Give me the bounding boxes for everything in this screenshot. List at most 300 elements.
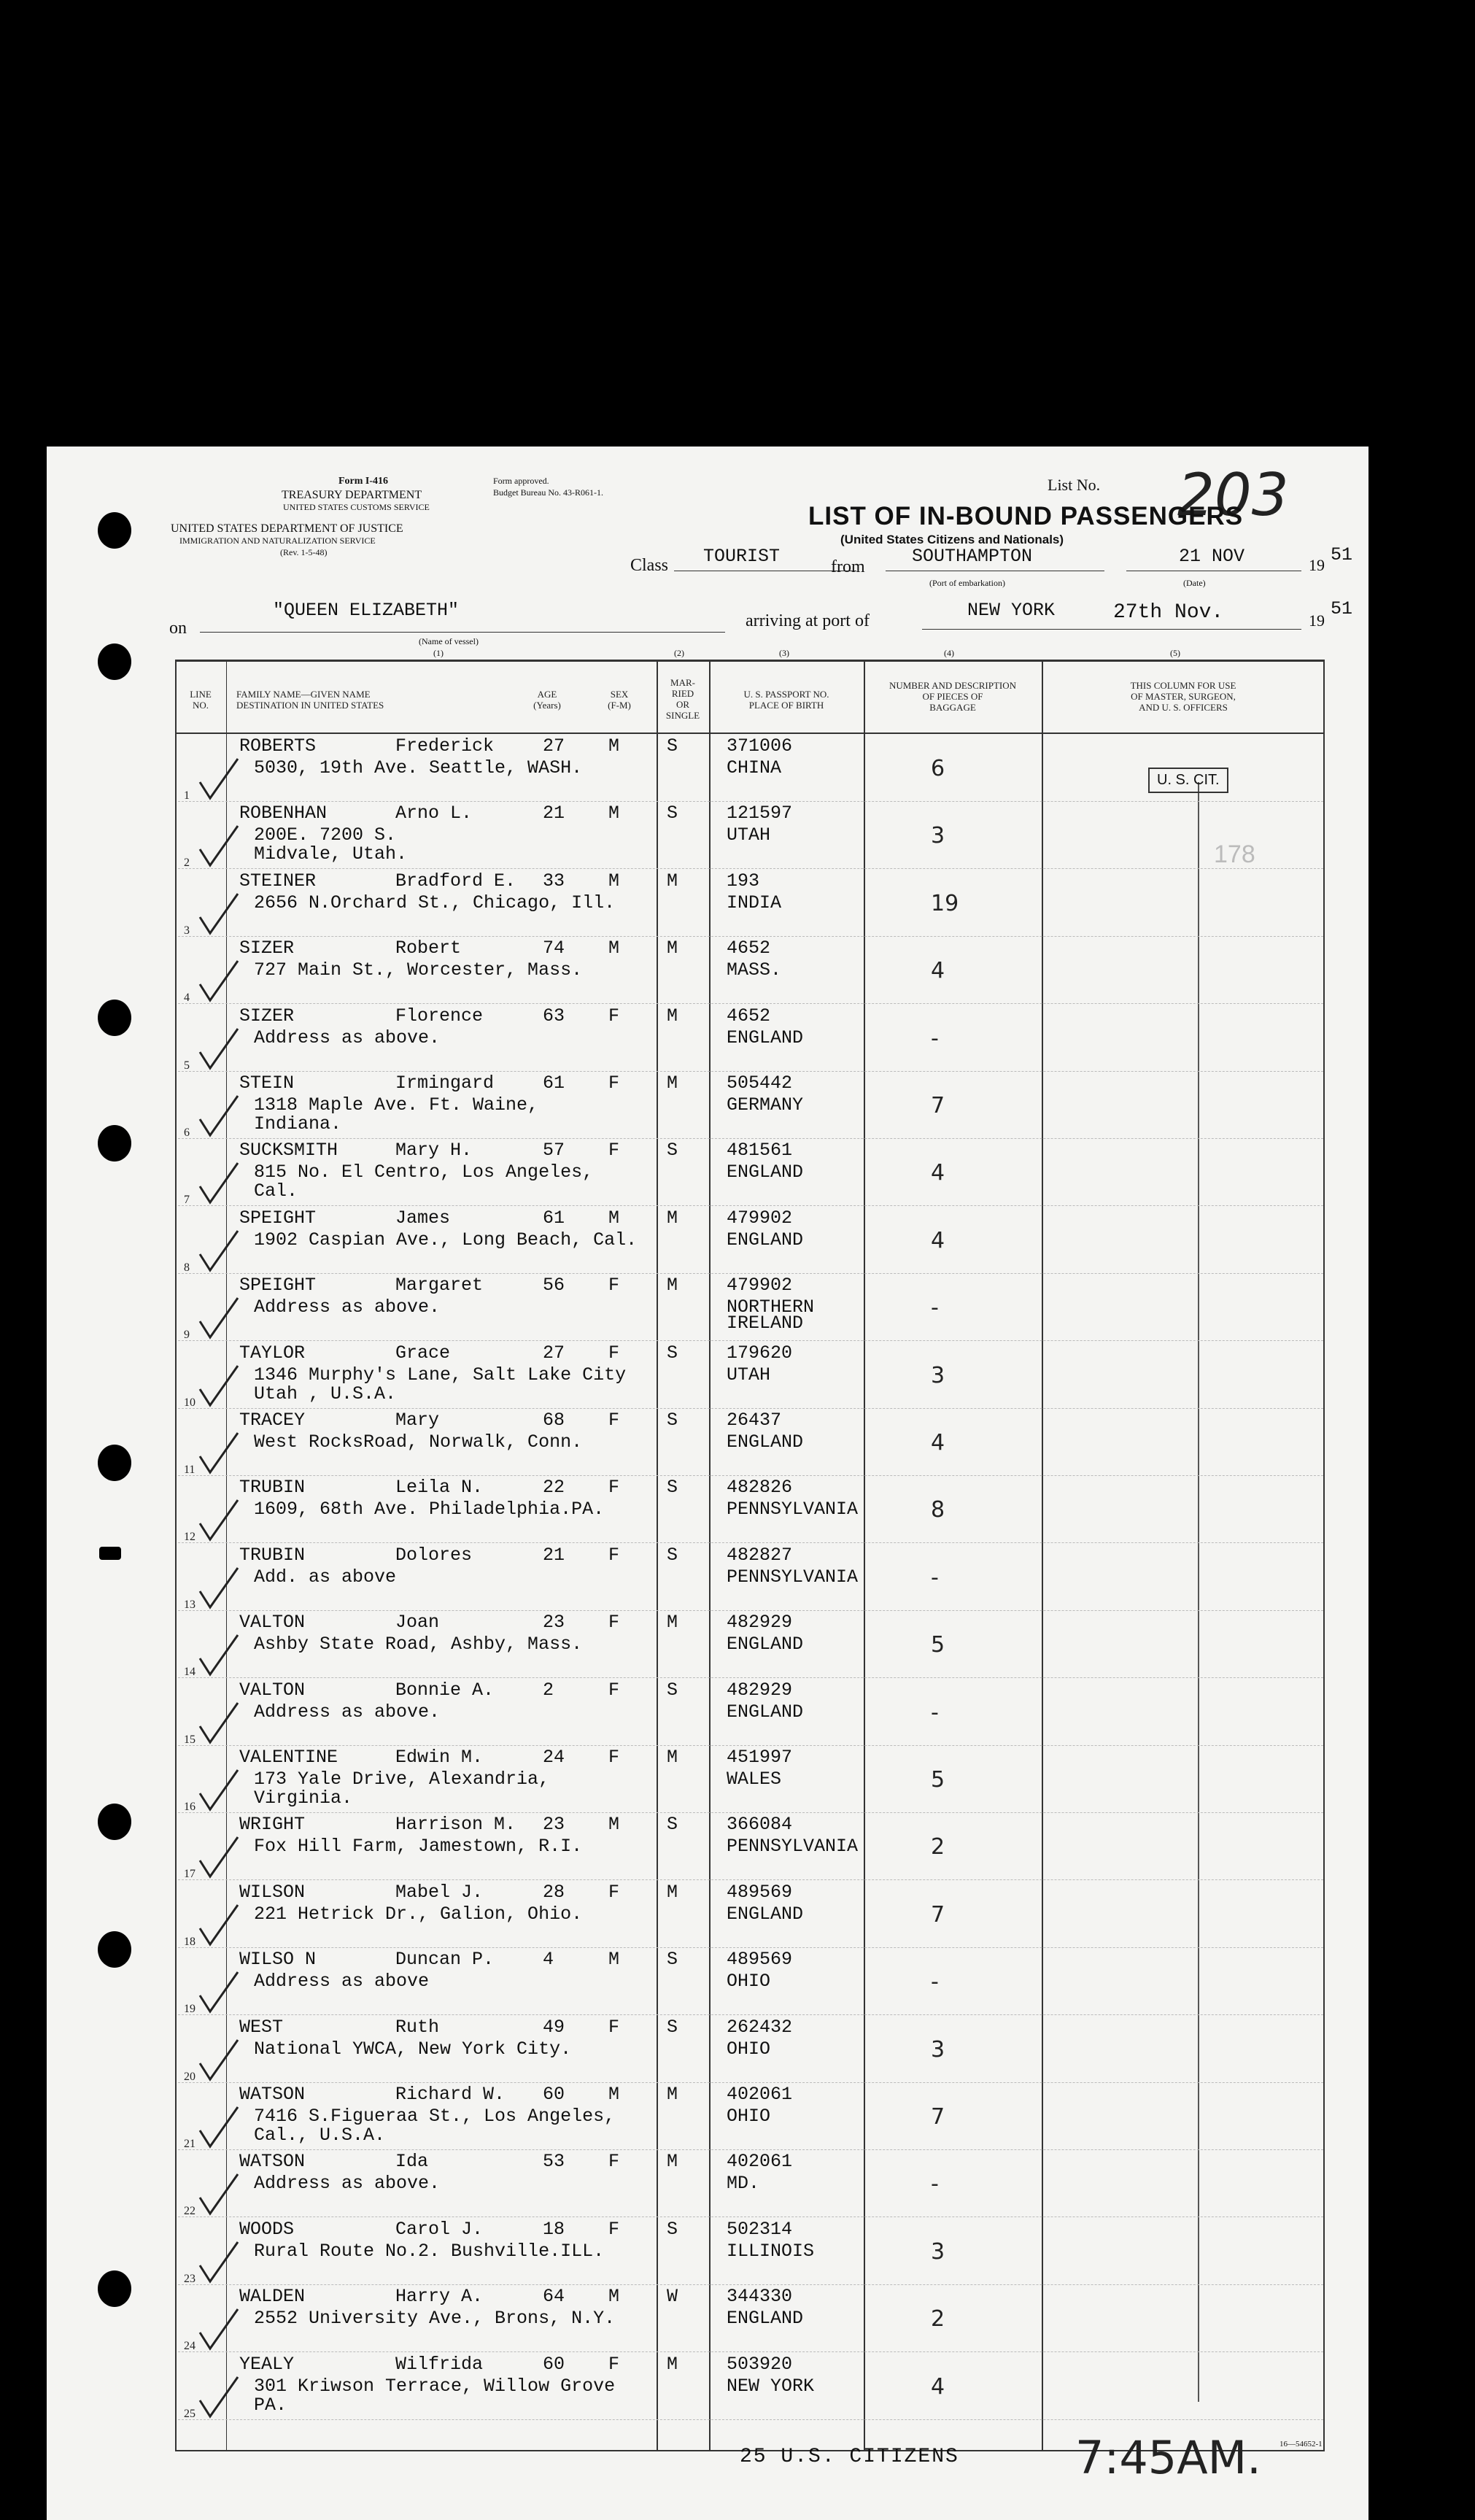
sex: F xyxy=(608,1612,620,1634)
budget-bureau: Budget Bureau No. 43-R061-1. xyxy=(493,487,603,498)
us-cit-stamp: U. S. CIT. xyxy=(1148,768,1228,793)
passport-number: 344330 xyxy=(727,2286,793,2308)
family-name: ROBENHAN xyxy=(239,803,328,824)
checkmark-icon xyxy=(197,1634,241,1677)
age: 27 xyxy=(543,735,565,757)
destination-address: 7416 S.Figueraa St., Los Angeles, xyxy=(254,2106,616,2127)
given-name: Harry A. xyxy=(395,2286,484,2308)
form-subtitle: (United States Citizens and Nationals) xyxy=(840,533,1064,546)
baggage-count: - xyxy=(931,1699,939,1725)
destination-address: Address as above. xyxy=(254,1027,441,1048)
marital-status: S xyxy=(667,735,678,757)
table-row xyxy=(47,2219,1368,2287)
table-row xyxy=(47,870,1368,938)
family-name: WATSON xyxy=(239,2084,306,2105)
checkmark-icon xyxy=(197,1971,241,2014)
baggage-count: 3 xyxy=(931,2238,945,2265)
destination-address: 2656 N.Orchard St., Chicago, Ill. xyxy=(254,892,616,913)
sex: F xyxy=(608,1275,620,1296)
age: 21 xyxy=(543,803,565,824)
line-number: 20 xyxy=(184,2070,195,2083)
col-header-passport: U. S. PASSPORT NO. PLACE OF BIRTH xyxy=(743,689,829,711)
checkmark-icon xyxy=(197,1566,241,1610)
place-of-birth: OHIO xyxy=(727,2106,771,2127)
destination-address: 5030, 19th Ave. Seattle, WASH. xyxy=(254,757,583,778)
table-row xyxy=(47,1747,1368,1814)
table-row xyxy=(47,1072,1368,1140)
baggage-count: 7 xyxy=(931,1901,945,1928)
destination-address: 727 Main St., Worcester, Mass. xyxy=(254,959,583,981)
place-of-birth: ENGLAND xyxy=(727,2308,804,2330)
baggage-count: 4 xyxy=(931,1227,945,1253)
total-citizens: 25 U.S. CITIZENS xyxy=(740,2446,959,2468)
line-number: 4 xyxy=(184,992,190,1005)
family-name: SIZER xyxy=(239,938,295,959)
from-label: from xyxy=(831,557,865,576)
table-row xyxy=(47,735,1368,803)
form-title: LIST OF IN-BOUND PASSENGERS xyxy=(808,502,1244,530)
marital-status: S xyxy=(667,2218,678,2240)
passport-number: 489569 xyxy=(727,1881,793,1903)
line-number: 22 xyxy=(184,2205,195,2218)
marital-status: M xyxy=(667,1747,678,1768)
place-of-birth: OHIO xyxy=(727,1971,771,1993)
form-approved: Form approved. xyxy=(493,476,549,486)
family-name: WATSON xyxy=(239,2151,306,2173)
col-number: (4) xyxy=(944,648,954,658)
table-row xyxy=(47,2286,1368,2354)
given-name: Ruth xyxy=(395,2016,440,2038)
from-value: SOUTHAMPTON xyxy=(912,546,1033,567)
sex: F xyxy=(608,1679,620,1701)
place-of-birth: PENNSYLVANIA xyxy=(727,1499,859,1520)
marital-status: M xyxy=(667,2151,678,2173)
checkmark-icon xyxy=(197,1701,241,1745)
destination-address: 2552 University Ave., Brons, N.Y. xyxy=(254,2308,616,2330)
passport-number: 503920 xyxy=(727,2353,793,2375)
checkmark-icon xyxy=(197,1027,241,1071)
passport-number: 121597 xyxy=(727,803,793,824)
sex: M xyxy=(608,2084,620,2105)
family-name: STEIN xyxy=(239,1072,295,1094)
baggage-count: - xyxy=(931,1969,939,1995)
checkmark-icon xyxy=(197,2241,241,2284)
destination-address-line2: Midvale, Utah. xyxy=(254,843,408,865)
family-name: WOODS xyxy=(239,2218,295,2240)
baggage-count: 5 xyxy=(931,1632,945,1658)
age: 57 xyxy=(543,1140,565,1162)
table-row xyxy=(47,1410,1368,1477)
passport-number: 489569 xyxy=(727,1949,793,1971)
place-of-birth: OHIO xyxy=(727,2038,771,2060)
sex: M xyxy=(608,735,620,757)
place-of-birth: INDIA xyxy=(727,892,782,913)
family-name: VALTON xyxy=(239,1679,306,1701)
passport-number: 179620 xyxy=(727,1342,793,1364)
destination-address-line2: Utah , U.S.A. xyxy=(254,1383,397,1404)
family-name: WRIGHT xyxy=(239,1814,306,1836)
line-number: 13 xyxy=(184,1598,195,1611)
line-number: 7 xyxy=(184,1194,190,1207)
marital-status: S xyxy=(667,2016,678,2038)
baggage-count: - xyxy=(931,2171,939,2198)
destination-address: Address as above. xyxy=(254,2173,441,2195)
given-name: Edwin M. xyxy=(395,1747,484,1768)
family-name: TAYLOR xyxy=(239,1342,306,1364)
age: 21 xyxy=(543,1544,565,1566)
faint-stamp: 178 xyxy=(1214,840,1255,868)
col-number: (1) xyxy=(433,648,444,658)
line-number: 21 xyxy=(184,2138,195,2150)
col-number: (5) xyxy=(1170,648,1180,658)
destination-address: Add. as above xyxy=(254,1566,397,1588)
line-number: 10 xyxy=(184,1396,195,1409)
passport-number: 371006 xyxy=(727,735,793,757)
age: 61 xyxy=(543,1072,565,1094)
place-of-birth-line2: IRELAND xyxy=(727,1313,804,1334)
line-number: 11 xyxy=(184,1464,195,1476)
line-number: 1 xyxy=(184,789,190,802)
marital-status: S xyxy=(667,803,678,824)
given-name: Bradford E. xyxy=(395,870,516,892)
given-name: Irmingard xyxy=(395,1072,495,1094)
age: 2 xyxy=(543,1679,554,1701)
passport-number: 366084 xyxy=(727,1814,793,1836)
place-of-birth: ENGLAND xyxy=(727,1903,804,1925)
checkmark-icon xyxy=(197,1094,241,1138)
date-year-prefix: 19 xyxy=(1309,556,1325,574)
passport-number: 262432 xyxy=(727,2016,793,2038)
sex: M xyxy=(608,1949,620,1971)
col-header-baggage: NUMBER AND DESCRIPTION OF PIECES OF BAGGAGE xyxy=(889,680,1017,713)
baggage-count: 2 xyxy=(931,2306,945,2332)
age: 23 xyxy=(543,1814,565,1836)
arrival-date: 27th Nov. xyxy=(1113,601,1224,624)
passport-number: 482826 xyxy=(727,1477,793,1499)
destination-address: 1609, 68th Ave. Philadelphia.PA. xyxy=(254,1499,605,1520)
destination-address: 301 Kriwson Terrace, Willow Grove xyxy=(254,2375,616,2397)
table-header-rule xyxy=(175,733,1325,734)
destination-address: 815 No. El Centro, Los Angeles, xyxy=(254,1162,594,1183)
age: 18 xyxy=(543,2218,565,2240)
given-name: Ida xyxy=(395,2151,429,2173)
sex: F xyxy=(608,1005,620,1027)
passport-number: 193 xyxy=(727,870,760,892)
sex: F xyxy=(608,1747,620,1768)
sex: M xyxy=(608,1814,620,1836)
line-number: 5 xyxy=(184,1059,190,1072)
table-row xyxy=(47,1207,1368,1275)
family-name: SPEIGHT xyxy=(239,1275,317,1296)
col-header-sex: SEX (F-M) xyxy=(608,689,631,711)
table-row xyxy=(47,1342,1368,1410)
given-name: Richard W. xyxy=(395,2084,506,2105)
marital-status: W xyxy=(667,2286,678,2308)
checkmark-icon xyxy=(197,2308,241,2351)
marital-status: S xyxy=(667,1477,678,1499)
baggage-count: 2 xyxy=(931,1834,945,1860)
line-number: 19 xyxy=(184,2003,195,2016)
vessel-name: "QUEEN ELIZABETH" xyxy=(273,600,460,621)
table-row xyxy=(47,1140,1368,1207)
destination-address: Fox Hill Farm, Jamestown, R.I. xyxy=(254,1836,583,1858)
passport-number: 482929 xyxy=(727,1612,793,1634)
checkmark-icon xyxy=(197,1903,241,1947)
place-of-birth: NEW YORK xyxy=(727,2375,815,2397)
row-divider xyxy=(178,2419,1323,2421)
table-row xyxy=(47,2017,1368,2084)
place-of-birth: PENNSYLVANIA xyxy=(727,1836,859,1858)
given-name: Bonnie A. xyxy=(395,1679,495,1701)
given-name: Margaret xyxy=(395,1275,484,1296)
given-name: Frederick xyxy=(395,735,495,757)
on-label: on xyxy=(169,619,187,638)
given-name: Florence xyxy=(395,1005,484,1027)
sex: F xyxy=(608,2353,620,2375)
family-name: YEALY xyxy=(239,2353,295,2375)
destination-address: National YWCA, New York City. xyxy=(254,2038,572,2060)
line-number: 24 xyxy=(184,2340,195,2353)
place-of-birth: PENNSYLVANIA xyxy=(727,1566,859,1588)
table-top-rule xyxy=(175,660,1325,662)
checkmark-icon xyxy=(197,1769,241,1812)
arrival-year-prefix: 19 xyxy=(1309,611,1325,630)
place-of-birth: ILLINOIS xyxy=(727,2240,815,2262)
place-of-birth: ENGLAND xyxy=(727,1634,804,1655)
line-number: 18 xyxy=(184,1935,195,1948)
age: 4 xyxy=(543,1949,554,1971)
marital-status: S xyxy=(667,1140,678,1162)
arrival-time: 7:45AM. xyxy=(1075,2431,1261,2484)
table-row xyxy=(47,1680,1368,1747)
line-number: 12 xyxy=(184,1531,195,1544)
family-name: SIZER xyxy=(239,1005,295,1027)
sex: F xyxy=(608,2016,620,2038)
line-number: 3 xyxy=(184,924,190,937)
table-row xyxy=(47,2084,1368,2152)
destination-address: 200E. 7200 S. xyxy=(254,824,397,846)
given-name: Mary H. xyxy=(395,1140,473,1162)
place-of-birth: UTAH xyxy=(727,1364,771,1385)
passport-number: 502314 xyxy=(727,2218,793,2240)
place-of-birth: ENGLAND xyxy=(727,1701,804,1723)
arrival-port: NEW YORK xyxy=(967,600,1056,621)
destination-address-line2: Cal. xyxy=(254,1180,298,1202)
sex: F xyxy=(608,1342,620,1364)
age: 74 xyxy=(543,938,565,959)
given-name: Leila N. xyxy=(395,1477,484,1499)
age: 56 xyxy=(543,1275,565,1296)
given-name: Wilfrida xyxy=(395,2353,484,2375)
baggage-count: - xyxy=(931,1295,939,1321)
family-name: TRUBIN xyxy=(239,1477,306,1499)
checkmark-icon xyxy=(197,1836,241,1879)
place-of-birth: NORTHERN xyxy=(727,1296,815,1318)
table-row xyxy=(47,938,1368,1005)
sex: F xyxy=(608,2218,620,2240)
place-of-birth: UTAH xyxy=(727,824,771,846)
checkmark-icon xyxy=(197,2376,241,2419)
line-number: 16 xyxy=(184,1801,195,1813)
sex: F xyxy=(608,1477,620,1499)
destination-address: Address as above. xyxy=(254,1701,441,1723)
baggage-count: - xyxy=(931,1025,939,1051)
sex: F xyxy=(608,1072,620,1094)
sex: M xyxy=(608,870,620,892)
col-header-age: AGE (Years) xyxy=(533,689,561,711)
given-name: Joan xyxy=(395,1612,440,1634)
line-number: 25 xyxy=(184,2407,195,2420)
baggage-count: 3 xyxy=(931,823,945,849)
baggage-count: 3 xyxy=(931,1362,945,1388)
checkmark-icon xyxy=(197,2173,241,2216)
age: 27 xyxy=(543,1342,565,1364)
destination-address: Ashby State Road, Ashby, Mass. xyxy=(254,1634,583,1655)
class-label: Class xyxy=(630,556,669,575)
justice-dept: UNITED STATES DEPARTMENT OF JUSTICE xyxy=(171,522,403,535)
form-number: Form I-416 xyxy=(338,476,389,487)
age: 60 xyxy=(543,2084,565,2105)
table-row xyxy=(47,1882,1368,1949)
family-name: VALTON xyxy=(239,1612,306,1634)
passport-number: 479902 xyxy=(727,1207,793,1229)
sex: M xyxy=(608,803,620,824)
age: 49 xyxy=(543,2016,565,2038)
checkmark-icon xyxy=(197,1296,241,1340)
marital-status: M xyxy=(667,938,678,959)
checkmark-icon xyxy=(197,892,241,936)
vessel-caption: (Name of vessel) xyxy=(419,636,479,646)
passport-number: 482827 xyxy=(727,1544,793,1566)
place-of-birth: GERMANY xyxy=(727,1094,804,1116)
col-header-line-no: LINE NO. xyxy=(190,689,212,711)
given-name: Arno L. xyxy=(395,803,473,824)
marital-status: M xyxy=(667,2084,678,2105)
table-row xyxy=(47,1814,1368,1882)
given-name: Grace xyxy=(395,1342,451,1364)
col-header-married: MAR- RIED OR SINGLE xyxy=(665,677,700,721)
place-of-birth: CHINA xyxy=(727,757,782,778)
class-value: TOURIST xyxy=(703,546,781,567)
marital-status: M xyxy=(667,1881,678,1903)
line-number: 9 xyxy=(184,1329,190,1342)
col-number: (3) xyxy=(779,648,789,658)
age: 53 xyxy=(543,2151,565,2173)
passport-number: 505442 xyxy=(727,1072,793,1094)
given-name: Mabel J. xyxy=(395,1881,484,1903)
destination-address: 1902 Caspian Ave., Long Beach, Cal. xyxy=(254,1229,638,1251)
family-name: STEINER xyxy=(239,870,317,892)
line-number: 2 xyxy=(184,857,190,870)
age: 61 xyxy=(543,1207,565,1229)
destination-address: Rural Route No.2. Bushville.ILL. xyxy=(254,2240,605,2262)
sex: M xyxy=(608,938,620,959)
manifest-form xyxy=(47,447,1368,2520)
marital-status: S xyxy=(667,1342,678,1364)
place-of-birth: MD. xyxy=(727,2173,760,2195)
arriving-label: arriving at port of xyxy=(746,611,870,630)
revision: (Rev. 1-5-48) xyxy=(280,547,328,557)
checkmark-icon xyxy=(197,959,241,1003)
family-name: SPEIGHT xyxy=(239,1207,317,1229)
baggage-count: - xyxy=(931,1564,939,1591)
marital-status: M xyxy=(667,1275,678,1296)
age: 24 xyxy=(543,1747,565,1768)
age: 60 xyxy=(543,2353,565,2375)
passport-number: 479902 xyxy=(727,1275,793,1296)
checkmark-icon xyxy=(197,1499,241,1542)
marital-status: M xyxy=(667,1005,678,1027)
table-row xyxy=(47,1477,1368,1545)
marital-status: M xyxy=(667,1072,678,1094)
checkmark-icon xyxy=(197,757,241,801)
list-no-label: List No. xyxy=(1048,476,1101,494)
table-row xyxy=(47,803,1368,870)
rule xyxy=(922,629,1301,630)
table-row xyxy=(47,2354,1368,2422)
family-name: ROBERTS xyxy=(239,735,317,757)
sex: F xyxy=(608,2151,620,2173)
place-of-birth: ENGLAND xyxy=(727,1027,804,1048)
passport-number: 482929 xyxy=(727,1679,793,1701)
sex: F xyxy=(608,1410,620,1431)
passport-number: 451997 xyxy=(727,1747,793,1768)
baggage-count: 4 xyxy=(931,958,945,984)
date-value: 21 NOV xyxy=(1179,546,1245,567)
sex: F xyxy=(608,1140,620,1162)
line-number: 14 xyxy=(184,1666,195,1679)
family-name: WEST xyxy=(239,2016,284,2038)
punch-hole xyxy=(98,643,131,680)
destination-address-line2: PA. xyxy=(254,2394,287,2416)
table-row xyxy=(47,1005,1368,1073)
family-name: WILSO N xyxy=(239,1949,317,1971)
baggage-count: 7 xyxy=(931,2104,945,2130)
checkmark-icon xyxy=(197,1364,241,1408)
given-name: Harrison M. xyxy=(395,1814,516,1836)
destination-address-line2: Cal., U.S.A. xyxy=(254,2125,386,2146)
customs-service: UNITED STATES CUSTOMS SERVICE xyxy=(283,502,430,512)
marital-status: S xyxy=(667,1949,678,1971)
date-caption: (Date) xyxy=(1183,578,1206,588)
family-name: TRACEY xyxy=(239,1410,306,1431)
sex: F xyxy=(608,1881,620,1903)
punch-hole xyxy=(98,512,131,549)
baggage-count: 19 xyxy=(931,890,959,916)
baggage-count: 5 xyxy=(931,1767,945,1793)
table-row xyxy=(47,2151,1368,2219)
place-of-birth: MASS. xyxy=(727,959,782,981)
col-number: (2) xyxy=(674,648,684,658)
table-row xyxy=(47,1545,1368,1612)
destination-address-line2: Virginia. xyxy=(254,1787,353,1809)
age: 28 xyxy=(543,1881,565,1903)
col-header-officers: THIS COLUMN FOR USE OF MASTER, SURGEON, AND U. S. OFFICERS xyxy=(1130,680,1236,713)
given-name: Carol J. xyxy=(395,2218,484,2240)
line-number: 23 xyxy=(184,2272,195,2285)
line-number: 17 xyxy=(184,1868,195,1881)
age: 63 xyxy=(543,1005,565,1027)
sex: M xyxy=(608,2286,620,2308)
sex: M xyxy=(608,1207,620,1229)
destination-address: 1346 Murphy's Lane, Salt Lake City xyxy=(254,1364,627,1385)
marital-status: M xyxy=(667,1207,678,1229)
family-name: VALENTINE xyxy=(239,1747,338,1768)
date-year: 51 xyxy=(1331,544,1353,565)
line-number: 6 xyxy=(184,1126,190,1139)
port-embark-caption: (Port of embarkation) xyxy=(929,578,1005,588)
family-name: WALDEN xyxy=(239,2286,306,2308)
